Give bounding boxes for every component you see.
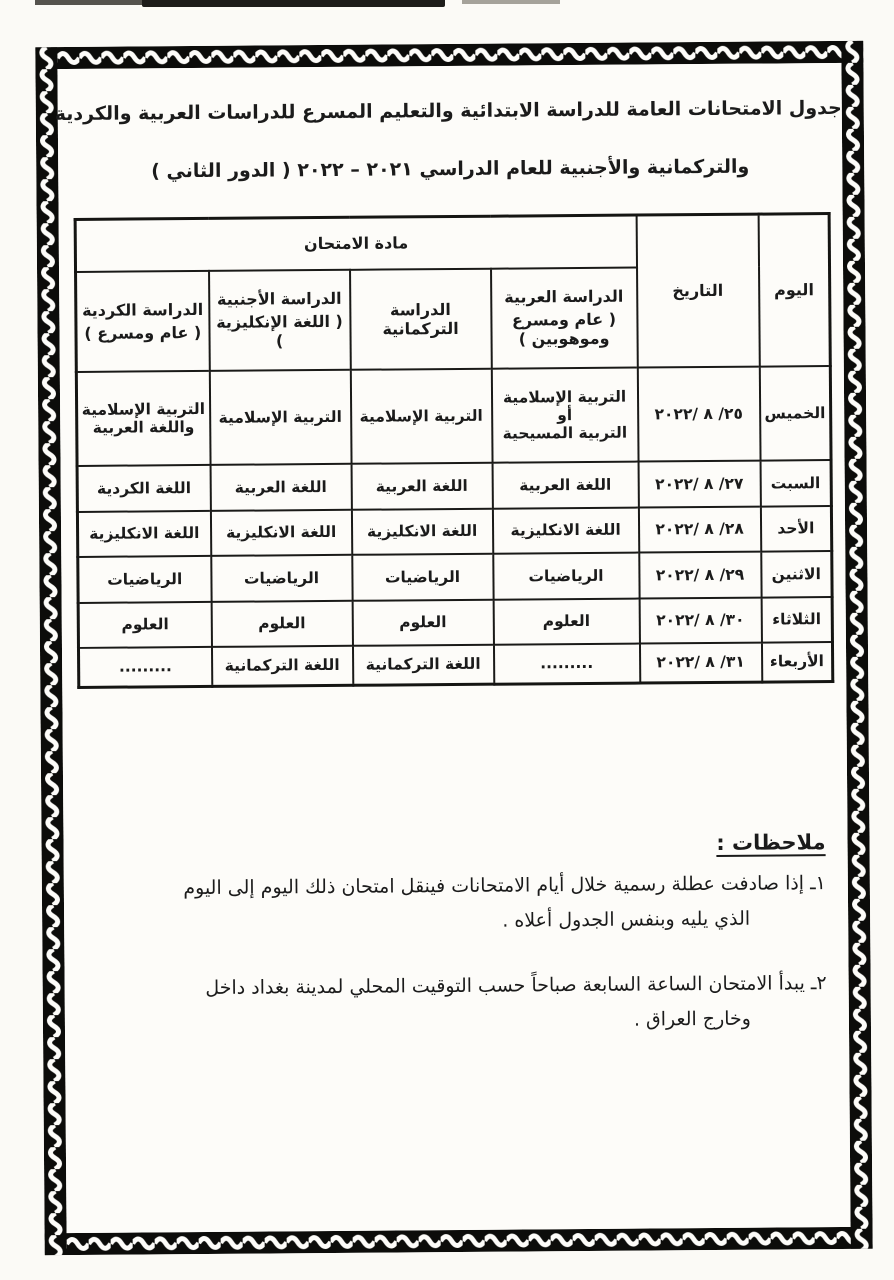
- subject-cell-arabic: .........: [494, 643, 640, 684]
- zigzag-border-left-icon: [35, 47, 66, 1255]
- subject-cell-turkmen: التربية الإسلامية: [350, 368, 492, 463]
- table-row-sunday: [77, 506, 831, 557]
- subject-cell-turkmen: العلوم: [352, 599, 493, 645]
- subject-cell-turkmen: اللغة العربية: [351, 462, 492, 509]
- header-foreign-study-title: الدراسة الأجنبية: [216, 288, 342, 309]
- header-kurdish-study-title: الدراسة الكردية: [81, 299, 204, 320]
- table-row-monday: [78, 551, 832, 603]
- subject-cell-foreign: التربية الإسلامية: [209, 369, 351, 464]
- table-row-thursday: [76, 366, 831, 466]
- exam-schedule-table: [74, 212, 835, 689]
- title-line-2: والتركمانية والأجنبية للعام الدراسي ٢٠٢١ – ٢٠٢٢ ( الدور الثاني ): [151, 155, 750, 183]
- date-cell: ٣٠/ ٨ /٢٠٢٢: [639, 597, 761, 643]
- subject-cell-arabic: الرياضيات: [493, 552, 639, 599]
- header-kurdish-study: [76, 270, 210, 371]
- subject-cell-arabic: العلوم: [493, 598, 639, 644]
- note-1: ١ـ إذا صادفت عطلة رسمية خلال أيام الامتحانات فينقل امتحان ذلك اليوم إلى اليوم الذي يليه وبنفس الجدول أعلاه .: [183, 872, 826, 932]
- subject-cell-kurdish: الرياضيات: [78, 555, 211, 602]
- header-foreign-study: [209, 269, 351, 370]
- zigzag-border-right-icon: [841, 41, 872, 1249]
- date-cell: ٢٩/ ٨ /٢٠٢٢: [639, 551, 761, 598]
- notes-heading: ملاحظات :: [716, 830, 826, 855]
- table-row-saturday: [77, 460, 831, 512]
- zigzag-border-top-icon: [35, 41, 863, 70]
- header-arabic-study: [491, 267, 638, 368]
- subject-cell-arabic: التربية الإسلامية أو التربية المسيحية: [491, 367, 638, 462]
- header-turkmen-study: [350, 268, 492, 369]
- day-cell: الأربعاء: [762, 642, 833, 683]
- subject-cell-foreign: الرياضيات: [211, 554, 352, 601]
- day-cell: الثلاثاء: [761, 597, 832, 643]
- subject-cell-foreign: اللغة الانكليزية: [210, 509, 351, 555]
- date-cell: ٣١/ ٨ /٢٠٢٢: [640, 642, 762, 683]
- notes-section: [81, 830, 827, 1072]
- subject-cell-foreign: العلوم: [211, 600, 352, 646]
- subject-cell-foreign: اللغة التركمانية: [212, 645, 353, 686]
- subject-cell-kurdish: العلوم: [78, 601, 211, 647]
- header-day: اليوم: [758, 214, 830, 367]
- day-cell: الخميس: [759, 366, 831, 461]
- day-cell: الاثنين: [761, 551, 832, 598]
- header-arabic-study-title: الدراسة العربية: [504, 286, 624, 307]
- subject-cell-turkmen: اللغة الانكليزية: [351, 508, 492, 554]
- subject-cell-arabic: اللغة الانكليزية: [492, 507, 638, 553]
- document-sheet: [35, 41, 872, 1255]
- subject-cell-kurdish: .........: [78, 646, 211, 687]
- table-row-wednesday: [78, 642, 832, 688]
- subject-cell-foreign: اللغة العربية: [210, 463, 351, 510]
- header-foreign-study-subtitle: ( اللغة الإنكليزية ): [216, 311, 343, 351]
- table-row-tuesday: [78, 597, 832, 648]
- scan-artifact-strip: [35, 0, 143, 5]
- subject-cell-arabic: اللغة العربية: [492, 461, 638, 508]
- subject-cell-turkmen: اللغة التركمانية: [353, 644, 494, 685]
- scan-artifact-strip: [462, 0, 560, 4]
- header-subject-group: مادة الامتحان: [75, 215, 636, 271]
- header-kurdish-study-subtitle: ( عام ومسرع ): [84, 322, 202, 343]
- subject-cell-kurdish: اللغة الانكليزية: [77, 510, 210, 556]
- date-cell: ٢٧/ ٨ /٢٠٢٢: [638, 460, 760, 507]
- scan-artifact-strip: [142, 0, 445, 7]
- title-line-1: جدول الامتحانات العامة للدراسة الابتدائية والتعليم المسرع للدراسات العربية والكردية: [54, 96, 842, 126]
- date-cell: ٢٥/ ٨ /٢٠٢٢: [637, 366, 760, 461]
- note-2: ٢ـ يبدأ الامتحان الساعة السابعة صباحاً حسب التوقيت المحلي لمدينة بغداد داخل وخارج العراق .: [205, 972, 827, 1031]
- subject-cell-kurdish: التربية الإسلامية واللغة العربية: [76, 370, 210, 465]
- zigzag-border-bottom-icon: [45, 1227, 873, 1256]
- header-date: التاريخ: [636, 214, 759, 367]
- header-turkmen-study-title: الدراسة التركمانية: [382, 299, 459, 339]
- date-cell: ٢٨/ ٨ /٢٠٢٢: [638, 506, 760, 552]
- day-cell: السبت: [760, 460, 831, 507]
- header-arabic-study-subtitle: ( عام ومسرع وموهوبين ): [511, 309, 617, 349]
- subject-cell-kurdish: اللغة الكردية: [77, 464, 210, 511]
- day-cell: الأحد: [760, 506, 831, 552]
- document-title: [54, 91, 843, 189]
- subject-cell-turkmen: الرياضيات: [352, 553, 493, 600]
